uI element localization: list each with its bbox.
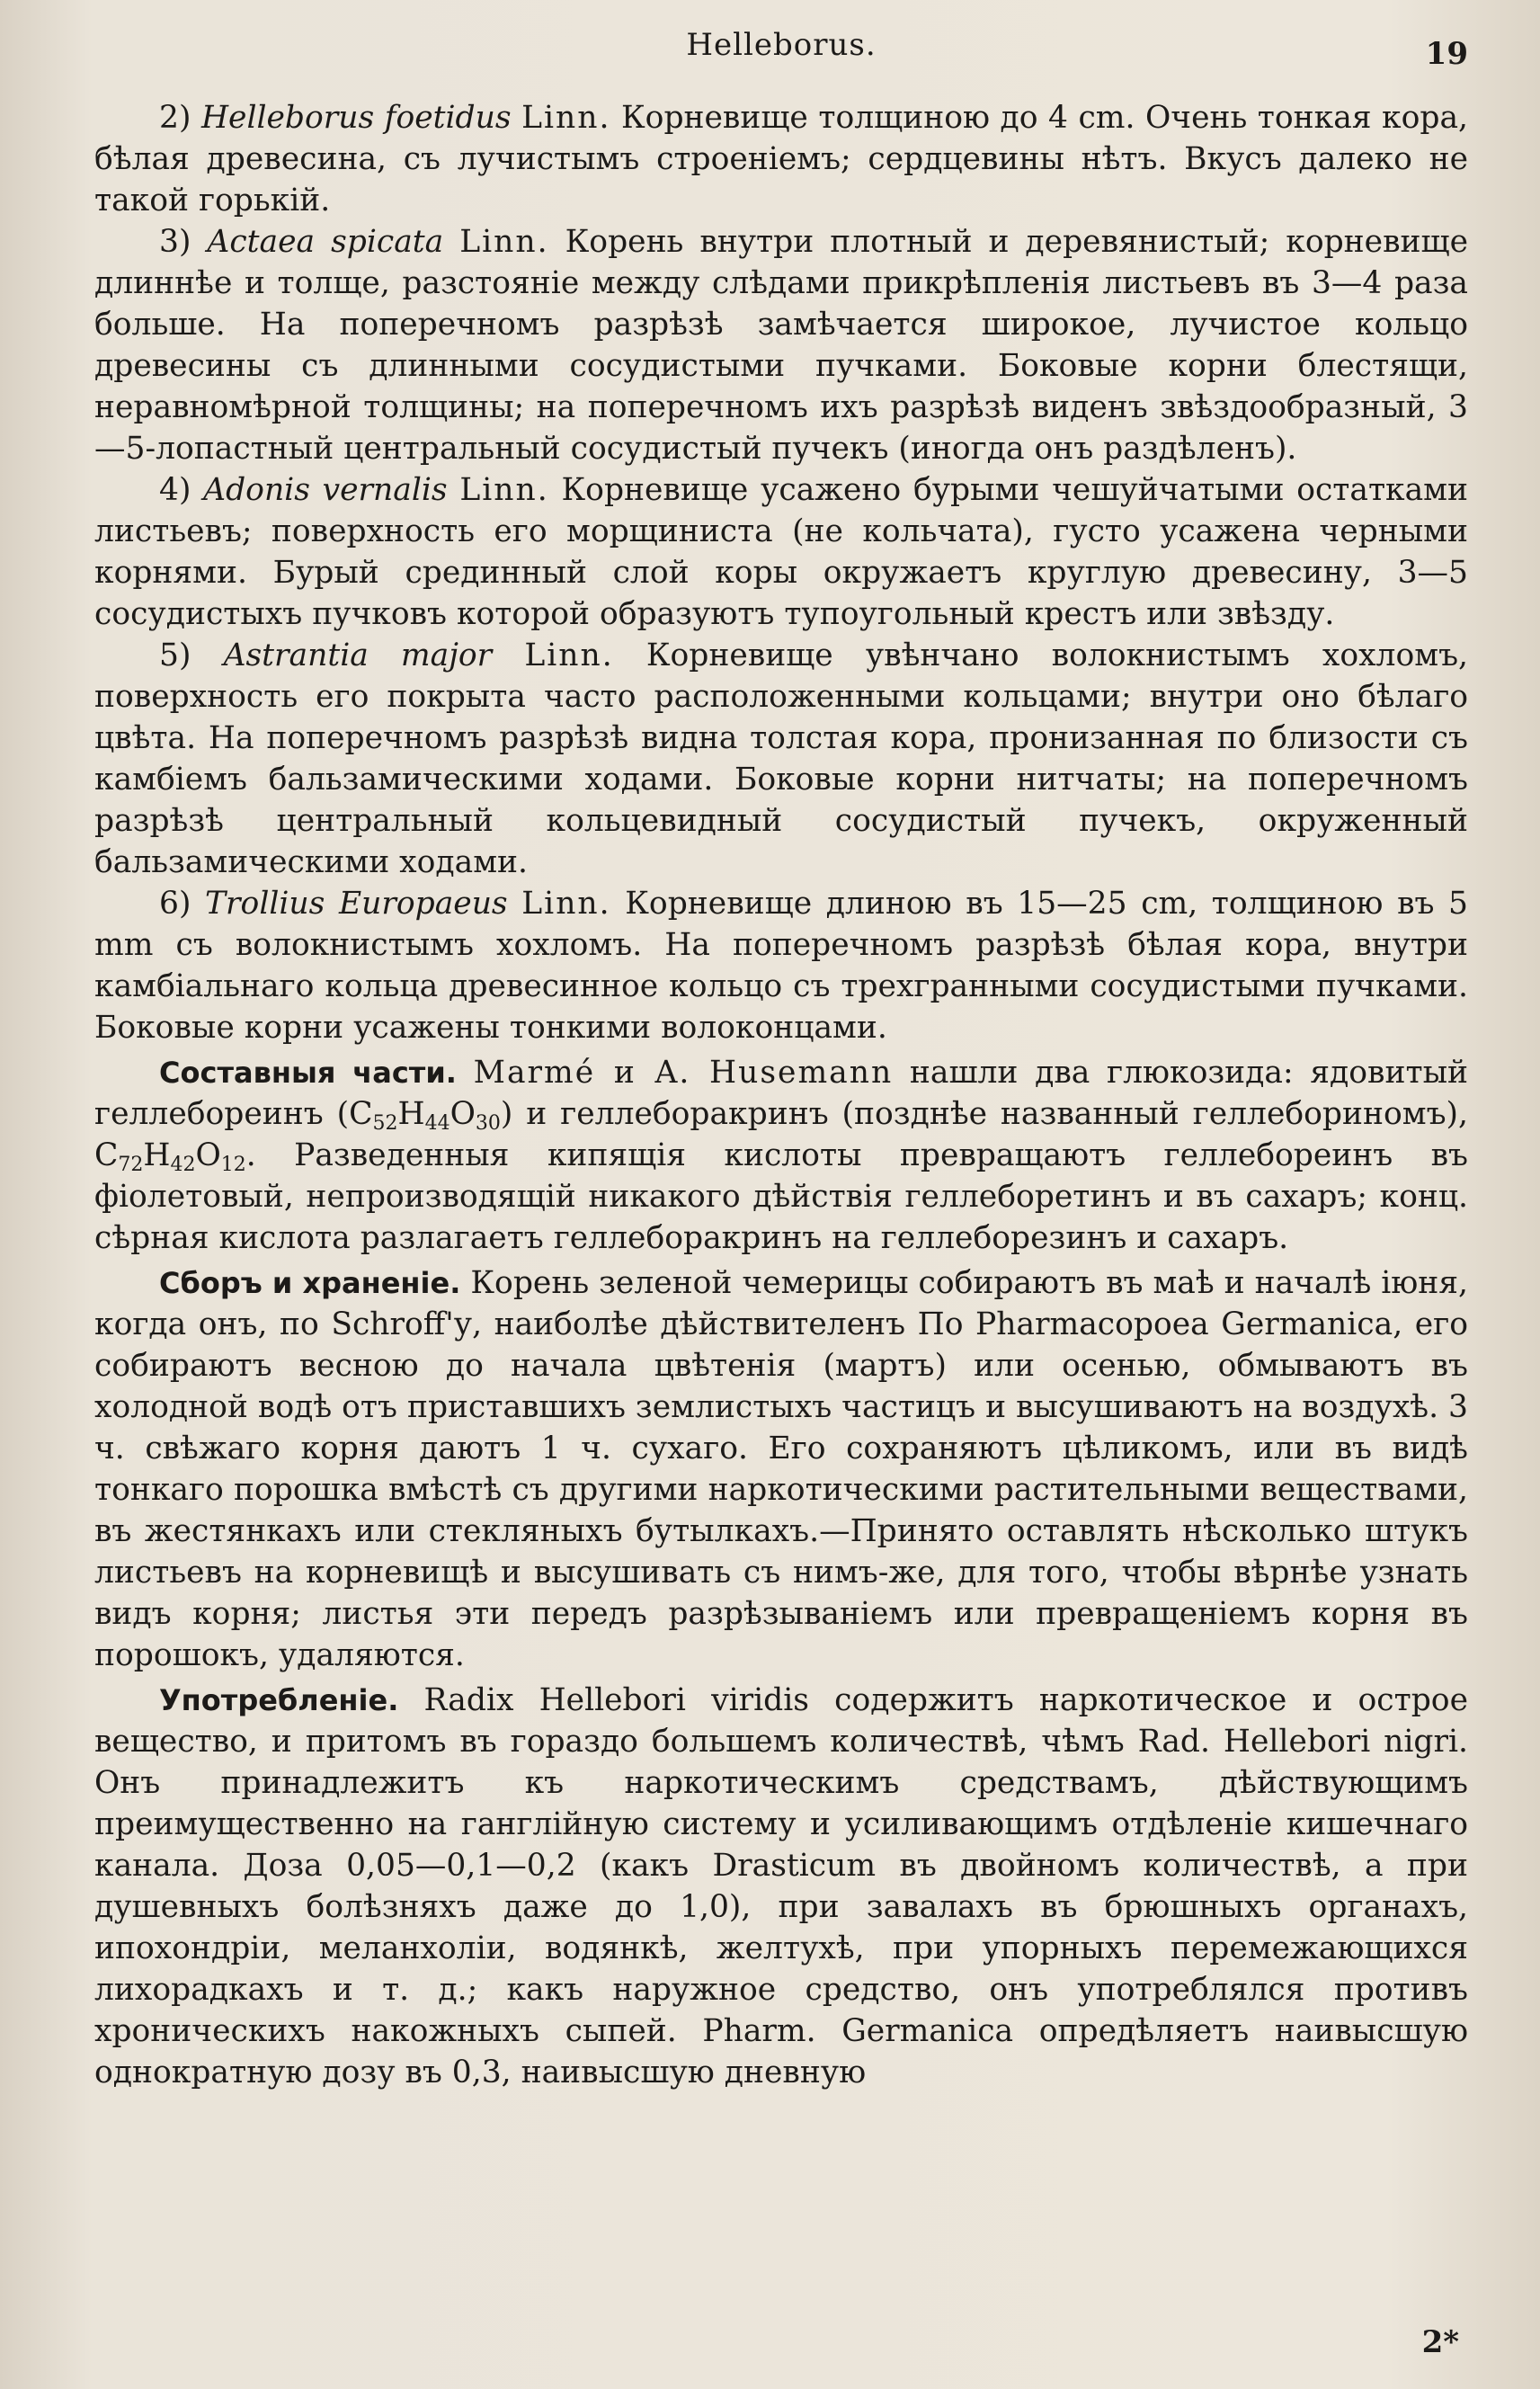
section-heading: Употребленіе. — [159, 1683, 399, 1717]
running-title: Helleborus. — [686, 27, 877, 63]
entry-number: 6) — [159, 886, 191, 922]
species-description: Корневище увѣнчано волокнистымъ хохломъ, поверхность его покрыта часто расположенными кольцами; внутри оно бѣлаго цвѣта. На поперечномъ разрѣзѣ видна толстая кора, пронизанная по близости съ камбіемъ бальзамическими ходами. Боковые корни нитчаты; на поперечномъ разрѣзѣ центральный кольцевидный сосудистый пучекъ, окруженный бальзамическими ходами. — [94, 637, 1468, 880]
species-name: Adonis vernalis — [203, 472, 448, 508]
species-name: Actaea spicata — [207, 224, 444, 260]
constituents-text: нашли два глюкозида: ядовитый геллебореинъ (C — [94, 1055, 1469, 1132]
species-name: Astrantia major — [223, 637, 493, 673]
formula-subscript: 52 — [372, 1112, 398, 1135]
section-heading: Сборъ и храненіе. — [159, 1266, 461, 1300]
usage-section — [94, 1680, 1468, 2093]
formula-subscript: 44 — [424, 1112, 450, 1135]
usage-text: Radix Hellebori viridis содержитъ наркотическое и острое вещество, и притомъ въ гораздо большемъ количествѣ, чѣмъ Rad. Hellebori nigri. Онъ принадлежитъ къ наркотическимъ средствамъ, дѣйствующимъ преимущественно на ганглійную систему и усиливающимъ отдѣленіе кишечнаго канала. Доза 0,05—0,1—0,2 (какъ Drasticum въ двойномъ количествѣ, а при душевныхъ болѣзняхъ даже до 1,0), при завалахъ въ брюшныхъ органахъ, ипохондріи, меланхоліи, водянкѣ, желтухѣ, при упорныхъ перемежающихся лихорадкахъ и т. д.; какъ наружное средство, онъ употреблялся противъ хроническихъ накожныхъ сыпей. Pharm. Germanica опредѣляетъ наивысшую однократную дозу въ 0,3, наивысшую дневную — [94, 1682, 1468, 2090]
species-description: Корень внутри плотный и деревянистый; корневище длиннѣе и толще, разстояніе между слѣдами прикрѣпленія листьевъ въ 3—4 раза больше. На поперечномъ разрѣзѣ замѣчается широкое, лучистое кольцо древесины съ длинными сосудистыми пучками. Боковые корни блестящи, неравномѣрной толщины; на поперечномъ ихъ разрѣзѣ виденъ звѣздообразный, 3—5-лопастный центральный сосудистый пучекъ (иногда онъ раздѣленъ). — [94, 224, 1468, 467]
species-entry-5 — [94, 635, 1468, 883]
formula-subscript: 30 — [475, 1112, 501, 1135]
formula-element: O — [450, 1096, 476, 1132]
formula-element: O — [195, 1137, 221, 1173]
species-author: Linn. — [459, 472, 549, 508]
constituents-section — [94, 1052, 1468, 1259]
section-heading: Составныя части. — [159, 1056, 457, 1090]
constituents-authors: Marmé и A. Husemann — [473, 1055, 894, 1091]
page-body — [94, 97, 1468, 2093]
species-name: Trollius Europaeus — [205, 886, 508, 922]
page-number: 19 — [1425, 36, 1468, 72]
constituents-text: ) и геллеборакринъ (позднѣе названный геллебориномъ), C — [94, 1096, 1468, 1173]
species-entry-2 — [94, 97, 1468, 221]
species-author: Linn. — [521, 100, 611, 136]
species-author: Linn. — [524, 637, 614, 673]
formula-subscript: 12 — [220, 1154, 246, 1176]
formula-subscript: 72 — [118, 1154, 144, 1176]
entry-number: 5) — [159, 637, 191, 673]
entry-number: 3) — [159, 224, 191, 260]
species-author: Linn. — [459, 224, 549, 260]
collection-section — [94, 1262, 1468, 1676]
formula-element: H — [397, 1096, 425, 1132]
signature-mark: 2* — [1421, 2324, 1459, 2360]
entry-number: 2) — [159, 100, 191, 136]
formula-subscript: 42 — [170, 1154, 196, 1176]
species-description: Корневище длиною въ 15—25 cm, толщиною въ 5 mm съ волокнистымъ хохломъ. На поперечномъ разрѣзѣ бѣлая кора, внутри камбіальнаго кольца древесинное кольцо съ трехгранными сосудистыми пучками. Боковые корни усажены тонкими волоконцами. — [94, 886, 1469, 1046]
species-description: Корневище толщиною до 4 cm. Очень тонкая кора, бѣлая древесина, съ лучистымъ строеніемъ; сердцевины нѣтъ. Вкусъ далеко не такой горькій. — [94, 100, 1469, 218]
species-author: Linn. — [521, 886, 611, 922]
collection-text: Корень зеленой чемерицы собираютъ въ маѣ и началѣ іюня, когда онъ, по Schroff'у, наиболѣе дѣйствителенъ По Pharmacopoea Germanica, его собираютъ весною до начала цвѣтенія (мартъ) или осенью, обмываютъ въ холодной водѣ отъ приставшихъ землистыхъ частицъ и высушиваютъ на воздухѣ. 3 ч. свѣжаго корня даютъ 1 ч. сухаго. Его сохраняютъ цѣликомъ, или въ видѣ тонкаго порошка вмѣстѣ съ другими наркотическими растительными веществами, въ жестянкахъ или стекляныхъ бутылкахъ.—Принято оставлять нѣсколько штукъ листьевъ на корневищѣ и высушивать съ нимъ-же, для того, чтобы вѣрнѣе узнать видъ корня; листья эти передъ разрѣзываніемъ или превращеніемъ корня въ порошокъ, удаляются. — [94, 1265, 1469, 1673]
species-entry-4 — [94, 469, 1468, 635]
entry-number: 4) — [159, 472, 191, 508]
species-description: Корневище усажено бурыми чешуйчатыми остатками листьевъ; поверхность его морщиниста (не кольчата), густо усажена черными корнями. Бурый срединный слой коры окружаетъ круглую древесину, 3—5 сосудистыхъ пучковъ которой образуютъ тупоугольный крестъ или звѣзду. — [94, 472, 1469, 632]
species-name: Helleborus foetidus — [200, 100, 512, 136]
page-header — [94, 27, 1468, 97]
species-entry-6 — [94, 883, 1468, 1048]
formula-element: H — [143, 1137, 171, 1173]
constituents-text: . Разведенныя кипящія кислоты превращаютъ геллебореинъ въ фіолетовый, непроизводящій никакого дѣйствія геллеборетинъ и въ сахаръ; конц. сѣрная кислота разлагаетъ геллеборакринъ на геллеборезинъ и сахаръ. — [94, 1137, 1468, 1256]
species-entry-3 — [94, 221, 1468, 469]
